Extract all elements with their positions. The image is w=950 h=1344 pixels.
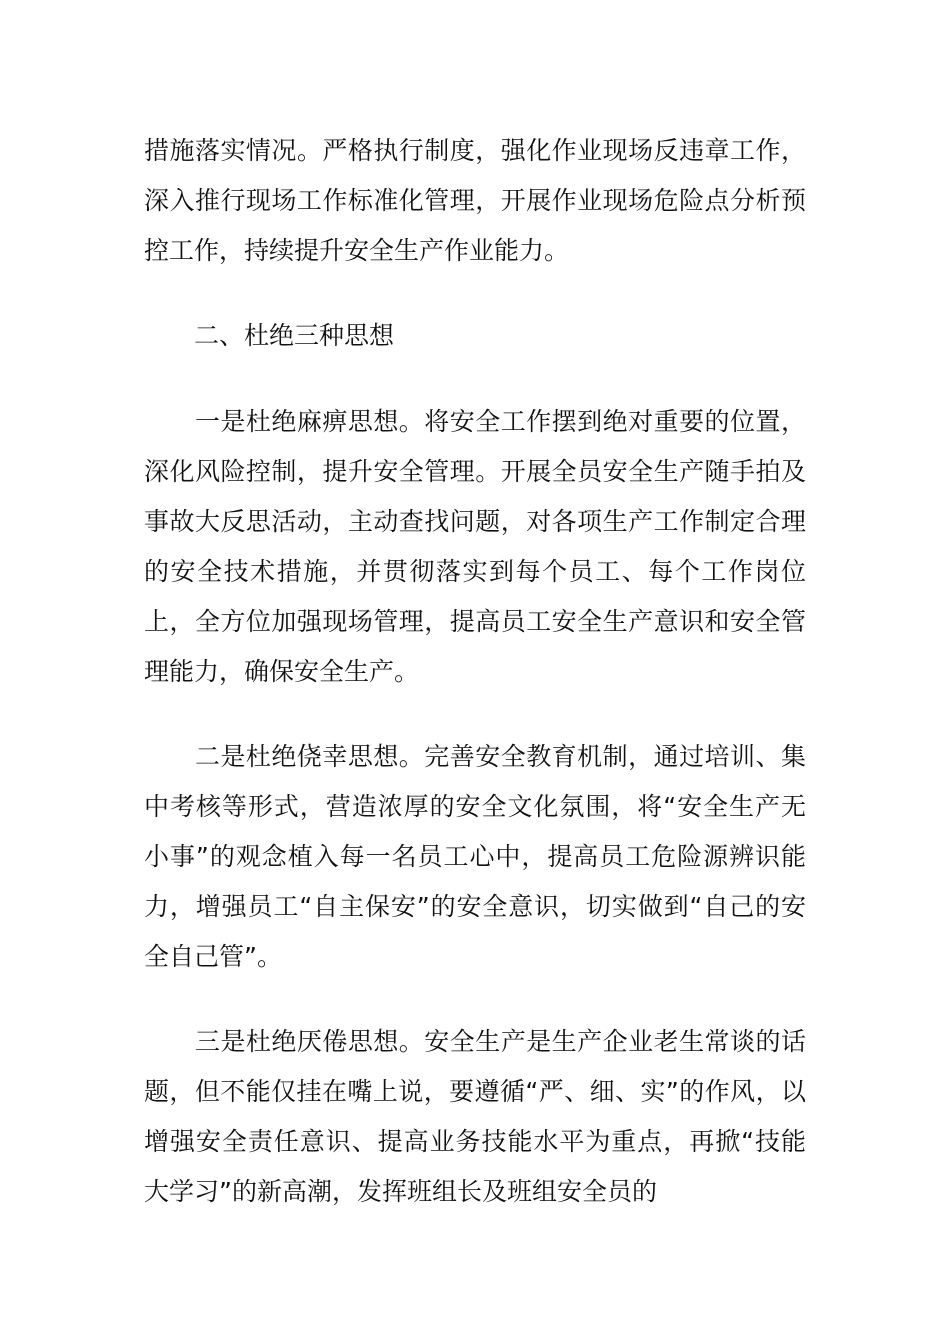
paragraph-weariness: 三是杜绝厌倦思想。安全生产是生产企业老生常谈的话题，但不能仅挂在嘴上说，要遵循“严、细、实”的作风，以增强安全责任意识、提高业务技能水平为重点，再掀“技能大学习”的新高潮，发挥班组长及班组安全员的 bbox=[144, 1027, 806, 1206]
paragraph-luck: 二是杜绝侥幸思想。完善安全教育机制，通过培训、集中考核等形式，营造浓厚的安全文化氛围，将“安全生产无小事”的观念植入每一名员工心中，提高员工危险源辨识能力，增强员工“自主保安”的安全意识，切实做到“自己的安全自己管”。 bbox=[144, 742, 806, 971]
section-heading: 二、杜绝三种思想 bbox=[144, 321, 395, 350]
paragraph-measures: 措施落实情况。严格执行制度，强化作业现场反违章工作，深入推行现场工作标准化管理，开展作业现场危险点分析预控工作，持续提升安全生产作业能力。 bbox=[144, 136, 806, 265]
paragraph-numbness: 一是杜绝麻痹思想。将安全工作摆到绝对重要的位置，深化风险控制，提升安全管理。开展全员安全生产随手拍及事故大反思活动，主动查找问题，对各项生产工作制定合理的安全技术措施，并贯彻落实到每个员工、每个工作岗位上，全方位加强现场管理，提高员工安全生产意识和安全管理能力，确保安全生产。 bbox=[144, 407, 806, 686]
